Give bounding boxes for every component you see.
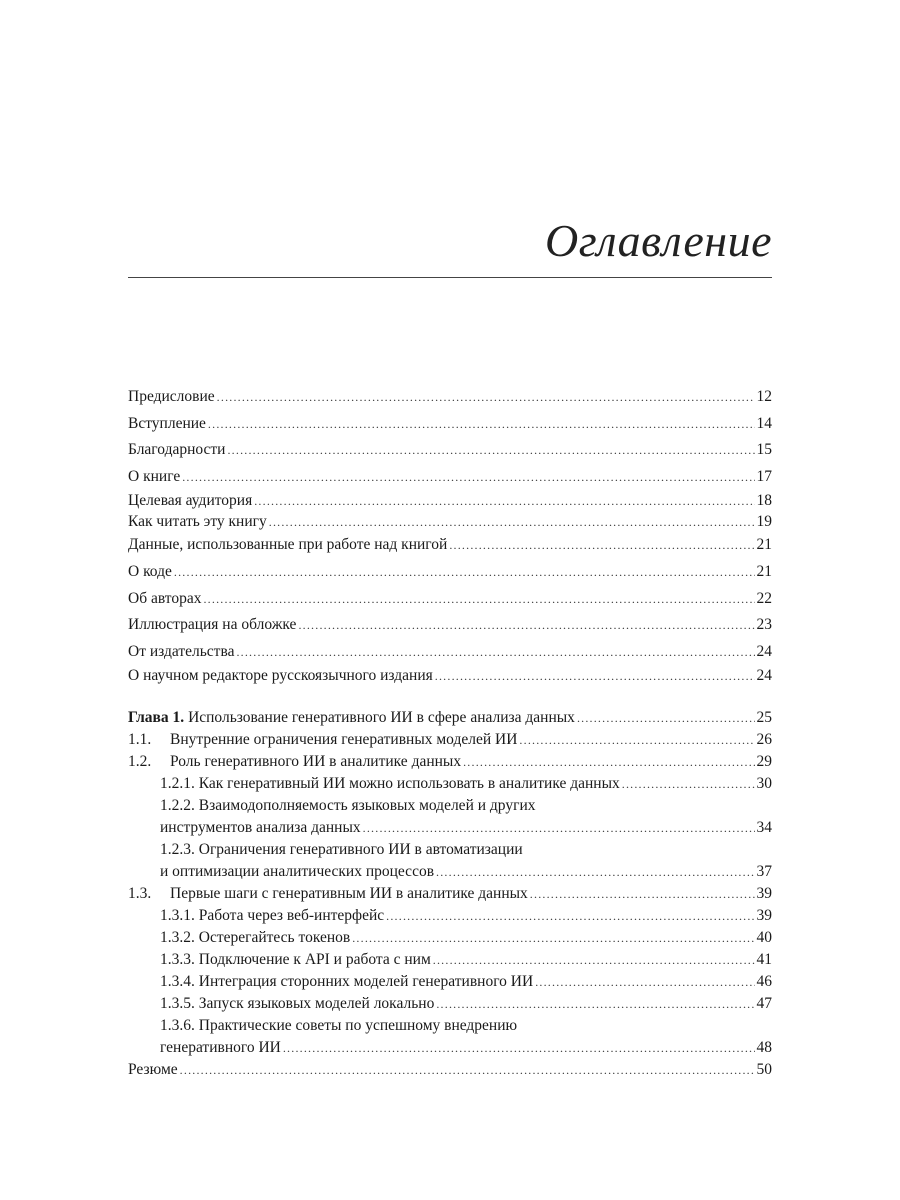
dot-leader [463,751,754,773]
page-number: 26 [756,731,772,749]
section-entry[interactable] [128,751,772,773]
subsection-title-line: генеративного ИИ [160,1039,281,1057]
toc-entry[interactable]: О научном редакторе русскоязычного издания ..... 24 [128,665,772,686]
page-number: 17 [756,467,772,485]
dot-leader [182,464,754,491]
front-matter-list [128,384,772,686]
title-rule [128,277,772,278]
subsection-entry[interactable]: 1.3.4. Интеграция сторонних моделей генеративного ИИ ..... 46 [128,971,772,993]
section-title: Первые шаги с генеративным ИИ в аналитике данных [170,885,528,903]
dot-leader [363,817,755,839]
subsection-entry[interactable]: 1.3.5. Запуск языковых моделей локально ..... 47 [128,993,772,1015]
page-number: 15 [756,441,772,459]
toc-entry[interactable]: Благодарности ..... 15 [128,437,772,464]
section-number: 1.2. [128,753,152,771]
toc-entry[interactable]: Данные, использованные при работе над книгой ..... 21 [128,532,772,559]
toc-entry[interactable]: О коде ..... 21 [128,559,772,586]
dot-leader [217,384,755,411]
chapter-heading[interactable] [128,707,772,729]
summary-entry[interactable]: Резюме ..... 50 [128,1059,772,1081]
subsection-title-line: и оптимизации аналитических процессов [160,863,435,881]
toc-entry[interactable]: От издательства ..... 24 [128,639,772,666]
page-number: 40 [756,929,772,947]
subsection-entry[interactable]: 1.2.1. Как генеративный ИИ можно использовать в аналитике данных ..... 30 [128,773,772,795]
dot-leader [577,707,755,729]
page-number: 50 [756,1061,772,1079]
dot-leader [435,666,755,687]
dot-leader [203,586,754,613]
chapter-label: Глава 1. [128,709,185,727]
page-number: 48 [756,1039,772,1057]
dot-leader [433,949,755,971]
toc-entry[interactable]: Как читать эту книгу ..... 19 [128,511,772,532]
dot-leader [436,861,754,883]
subsection-entry[interactable] [128,839,772,883]
subsection-entry[interactable]: 1.3.1. Работа через веб-интерфейс ..... 39 [128,905,772,927]
page-number: 46 [756,973,772,991]
toc-entry[interactable]: О книге ..... 17 [128,464,772,491]
page-number: 37 [756,863,772,881]
dot-leader [254,491,754,512]
chapter-title: Использование генеративного ИИ в сфере анализа данных [188,709,575,727]
dot-leader [236,639,754,666]
dot-leader [298,612,754,639]
page-number: 18 [756,492,772,510]
subsection-title-line: 1.2.3. Ограничения генеративного ИИ в автоматизации [160,841,523,859]
page-number: 21 [756,562,772,580]
page-number: 39 [756,907,772,925]
dot-leader [352,927,754,949]
dot-leader [269,512,755,533]
page-number: 12 [756,388,772,405]
section-number: 1.3. [128,885,152,903]
page-number: 30 [756,775,772,793]
section-entry[interactable] [128,883,772,905]
dot-leader [622,773,755,795]
page-number: 29 [756,753,772,771]
page-number: 24 [756,642,772,660]
toc-entry[interactable]: Вступление ..... 14 [128,411,772,438]
toc-entry[interactable]: Предисловие ..... 12 [128,384,772,411]
subsection-entry[interactable]: 1.3.2. Остерегайтесь токенов ..... 40 [128,927,772,949]
toc-entry[interactable]: Иллюстрация на обложке ..... 23 [128,612,772,639]
toc-entry[interactable]: Об авторах ..... 22 [128,586,772,613]
dot-leader [208,411,755,438]
page-number: 39 [756,885,772,903]
section-number: 1.1. [128,731,152,749]
dot-leader [283,1037,755,1059]
page-number: 47 [756,995,772,1013]
page-number: 21 [756,536,772,554]
subsection-title-line: 1.2.2. Взаимодополняемость языковых моделей и других [160,797,536,815]
section-entry[interactable] [128,729,772,751]
dot-leader [227,437,754,464]
subsection-entry[interactable]: 1.3.3. Подключение к API и работа с ним ..... 41 [128,949,772,971]
page-title: Оглавление [544,215,772,266]
subsection-entry[interactable] [128,795,772,839]
dot-leader [535,971,754,993]
dot-leader [530,883,755,905]
dot-leader [174,559,755,586]
dot-leader [436,993,754,1015]
subsection-title-line: инструментов анализа данных [160,819,361,837]
toc-entry[interactable]: Целевая аудитория ..... 18 [128,490,772,511]
page-number: 22 [756,589,772,607]
subsection-entry[interactable] [128,1015,772,1059]
page-number: 34 [756,819,772,837]
dot-leader [449,532,754,559]
page-number: 41 [756,951,772,969]
page-number: 19 [756,513,772,531]
page-number: 23 [756,616,772,634]
dot-leader [519,729,754,751]
table-of-contents [128,384,772,1081]
page-number: 14 [756,414,772,432]
page-number: 25 [756,709,772,727]
page-number: 24 [756,667,772,685]
chapter-1 [128,707,772,1081]
dot-leader [180,1059,755,1081]
section-title: Внутренние ограничения генеративных моделей ИИ [170,731,518,749]
subsection-title-line: 1.3.6. Практические советы по успешному внедрению [160,1017,518,1035]
dot-leader [386,905,754,927]
section-title: Роль генеративного ИИ в аналитике данных [170,753,462,771]
